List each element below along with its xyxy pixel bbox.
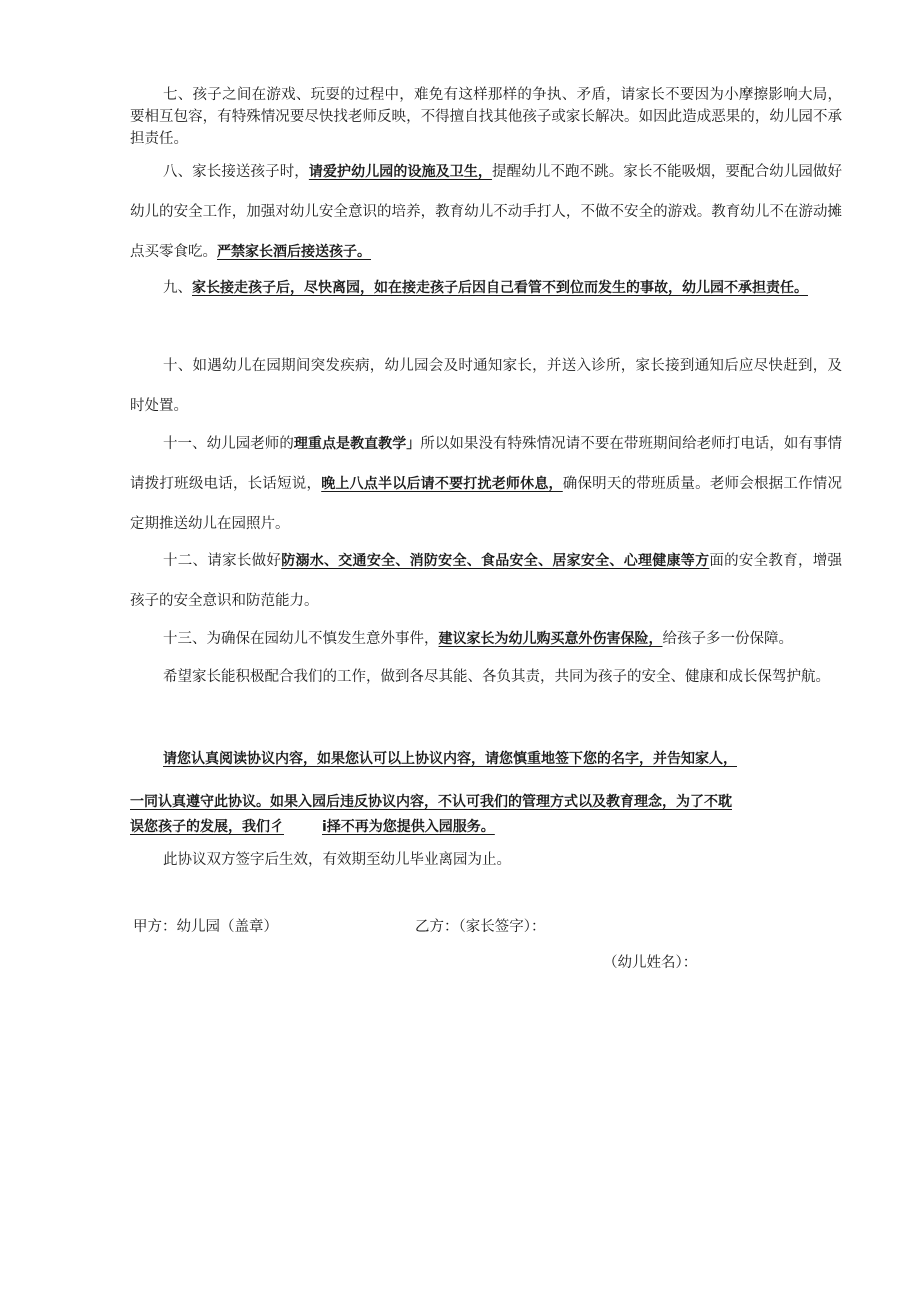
closing-hope-text: 希望家长能积极配合我们的工作，做到各尽其能、各负其责，共同为孩子的安全、健康和成长保驾护航。 (163, 669, 830, 685)
clause-8-emphasis-facilities: 请爱护幼儿园的设施及卫生， (308, 164, 493, 180)
party-a-label: 甲方：幼儿园（盖章） (133, 919, 278, 935)
clause-10-text: 十、如遇幼儿在园期间突发疾病，幼儿园会及时通知家长，并送入诊所，家长接到通知后应尽快赶到，及时处置。 (130, 358, 842, 414)
clause-10 (130, 346, 842, 426)
warning-line-2: 一同认真遵守此协议。如果入园后违反协议内容，不认可我们的管理方式以及教育理念，为了不耽 (130, 794, 732, 810)
clause-11-emphasis-teaching: 理重点是教直教学」 (293, 436, 421, 452)
clause-9 (130, 268, 842, 308)
clause-8-body: 提醒幼儿不跑不跳。家长不能吸烟，要配合幼儿园做好幼儿的安全工作，加强对幼儿安全意识的培养，教育幼儿不动手打人，不做不安全的游戏。教育幼儿不在游动摊点买零食吃。 (130, 164, 843, 260)
clause-12-intro: 十二、请家长做好 (163, 553, 282, 569)
clause-8 (130, 152, 842, 272)
clause-11-intro: 十一、幼儿园老师的 (163, 436, 294, 452)
clause-7-text: 七、孩子之间在游戏、玩耍的过程中，难免有这样那样的争执、矛盾，请家长不要因为小摩擦影响大局，要相互包容，有特殊情况要尽快找老师反映，不得擅自找其他孩子或家长解决。如因此造成恶果的，幼儿园不承担责任。 (130, 87, 842, 147)
clause-13 (130, 619, 842, 659)
clause-9-intro: 九、 (163, 280, 192, 296)
clause-8-emphasis-no-drinking: 严禁家长酒后接送孩子。 (217, 244, 371, 260)
clause-11-tail: 确保明天的带班质量。老师会根据工作情况定期推送幼儿在园照片。 (130, 476, 843, 532)
warning-line-1: 请您认真阅读协议内容，如果您认可以上协议内容，请您慎重地签下您的名字，并告知家人， (163, 751, 737, 767)
clause-13-emphasis: 建议家长为幼儿购买意外伤害保险， (438, 631, 663, 647)
warning-line-3-part-1: 误您孩子的发展，我们彳 (130, 819, 284, 835)
warning-line-3 (130, 816, 495, 836)
clause-13-intro: 十三、为确保在园幼儿不慎发生意外事件， (163, 631, 439, 647)
clause-11-body: 所以如果没有特殊情况请不要在带班期间给老师打电话，如有事情请拨打班级电话，长话短说， (130, 436, 843, 492)
closing-hope (130, 657, 842, 697)
clause-12 (130, 541, 842, 621)
clause-11-emphasis-rest: 晚上八点半以后请不要打扰老师休息， (321, 476, 563, 492)
clause-13-tail: 给孩子多一份保障。 (662, 631, 793, 647)
clause-12-emphasis: 防溺水、交通安全、消防安全、食品安全、居家安全、心理健康等方 (281, 553, 710, 569)
clause-12-tail: 面的安全教育，增强孩子的安全意识和防范能力。 (130, 553, 843, 609)
warning-line-3-part-2: i择不再为您提供入园服务。 (322, 819, 495, 835)
party-b-signature-label: 乙方：（家长签字）： (415, 919, 546, 935)
clause-7 (130, 84, 842, 150)
clause-11 (130, 424, 842, 544)
child-name-label: （幼儿姓名）： (603, 955, 698, 971)
clause-9-emphasis: 家长接走孩子后，尽快离园，如在接走孩子后因自己看管不到位而发生的事故，幼儿园不承担责任。 (192, 280, 808, 296)
clause-8-intro: 八、家长接送孩子时， (163, 164, 309, 180)
effective-statement: 此协议双方签字后生效，有效期至幼儿毕业离园为止。 (163, 852, 511, 868)
